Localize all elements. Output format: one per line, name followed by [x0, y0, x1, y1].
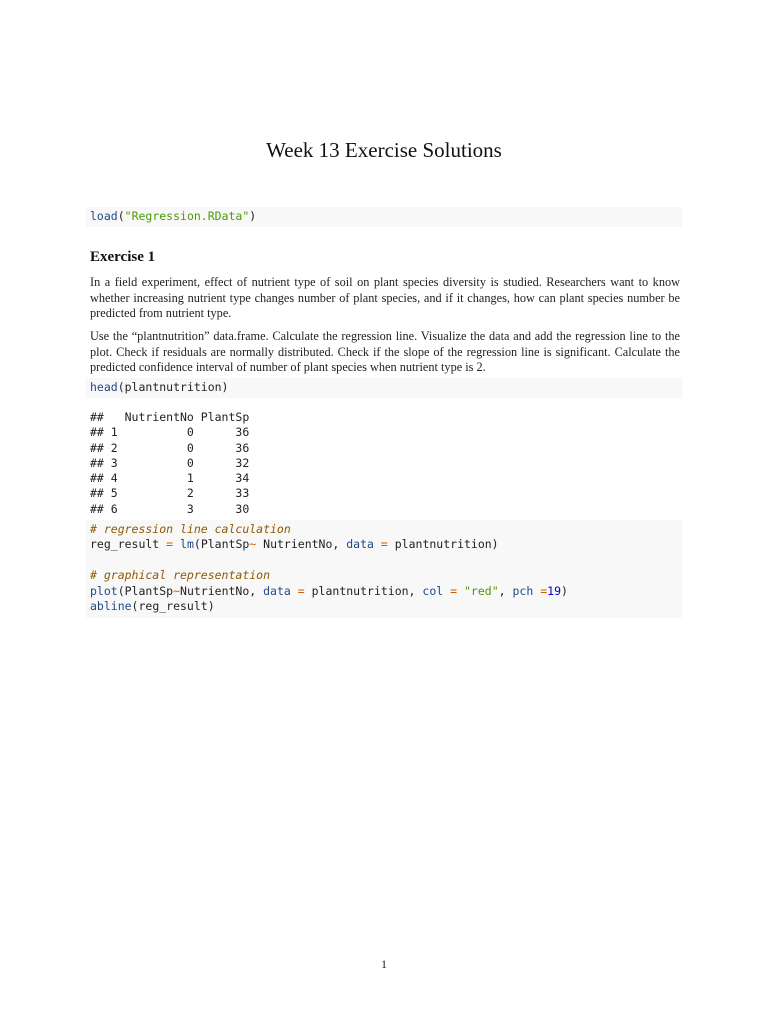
code-function: lm: [180, 537, 194, 552]
code-block-load: [86, 207, 682, 227]
code-operator: =: [540, 583, 548, 598]
code-function: head: [90, 380, 118, 394]
code-text: ): [249, 209, 257, 223]
code-text: (plantnutrition): [117, 380, 229, 394]
code-text: (: [117, 209, 125, 223]
output-line: ## 4 1 34: [90, 471, 250, 486]
code-operator: =: [297, 583, 305, 598]
paragraph-intro: In a field experiment, effect of nutrient type of soil on plant species diversity is studied. Researchers want to know whether increasing nutrient type changes number of plant species, and if it changes, how can plant species number be predicted from nutrient type.: [90, 275, 680, 320]
code-text: [291, 584, 298, 598]
code-line: [90, 537, 678, 552]
code-text: [374, 537, 381, 551]
code-number: 19: [547, 583, 561, 598]
code-argument: data: [346, 537, 374, 552]
code-argument: col: [422, 583, 444, 598]
code-line: [90, 522, 678, 537]
output-line: ## 1 0 36: [90, 425, 250, 440]
code-text: plantnutrition): [387, 537, 499, 552]
code-text: reg_result: [90, 537, 167, 552]
output-line: ## NutrientNo PlantSp: [90, 410, 250, 424]
code-text: NutrientNo,: [256, 537, 347, 552]
document-title: Week 13 Exercise Solutions: [266, 138, 502, 162]
page-number: 1: [381, 957, 387, 971]
code-block-head: [86, 378, 682, 398]
output-block: [90, 410, 249, 517]
output-line: ## 3 0 32: [90, 455, 250, 470]
code-function: abline: [90, 598, 132, 613]
code-line: [90, 380, 678, 395]
output-line: ## 6 3 30: [90, 501, 250, 516]
code-comment: # graphical representation: [90, 568, 271, 583]
code-text: plantnutrition,: [304, 583, 423, 598]
code-text: NutrientNo,: [180, 583, 264, 598]
code-line: [90, 568, 678, 583]
code-text: (PlantSp: [117, 583, 174, 598]
code-string: "red": [464, 583, 499, 598]
code-argument: data: [263, 583, 291, 598]
code-operator: =: [380, 537, 388, 552]
code-argument: pch: [512, 583, 534, 598]
code-function: load: [90, 209, 118, 223]
code-text: ): [561, 583, 568, 598]
paragraph-task: Use the “plantnutrition” data.frame. Calculate the regression line. Visualize the data and add the regression line to the plot. Check if residuals are normally distributed. Check if the slope of the regression line is significant. Calculate the predicted confidence interval of number of plant species when nutrient type is 2.: [90, 329, 680, 374]
output-line: ## 2 0 36: [90, 440, 250, 455]
code-text: [173, 537, 180, 551]
code-text: (PlantSp: [193, 537, 250, 552]
code-text: (reg_result): [131, 598, 215, 613]
code-line: [90, 584, 678, 599]
output-line: ## 5 2 33: [90, 486, 250, 501]
code-block-regression: [86, 520, 682, 618]
code-function: plot: [90, 583, 118, 598]
code-comment: # regression line calculation: [90, 522, 291, 536]
code-operator: ~: [249, 537, 257, 552]
code-line-blank: [90, 553, 678, 568]
code-line: [90, 209, 678, 224]
code-text: [457, 584, 464, 598]
code-operator: ~: [173, 583, 181, 598]
code-operator: =: [450, 583, 458, 598]
code-text: ,: [498, 583, 513, 598]
code-string: "Regression.RData": [124, 209, 250, 223]
exercise-heading: Exercise 1: [90, 249, 156, 265]
code-line: [90, 599, 678, 614]
code-operator: =: [166, 537, 174, 552]
